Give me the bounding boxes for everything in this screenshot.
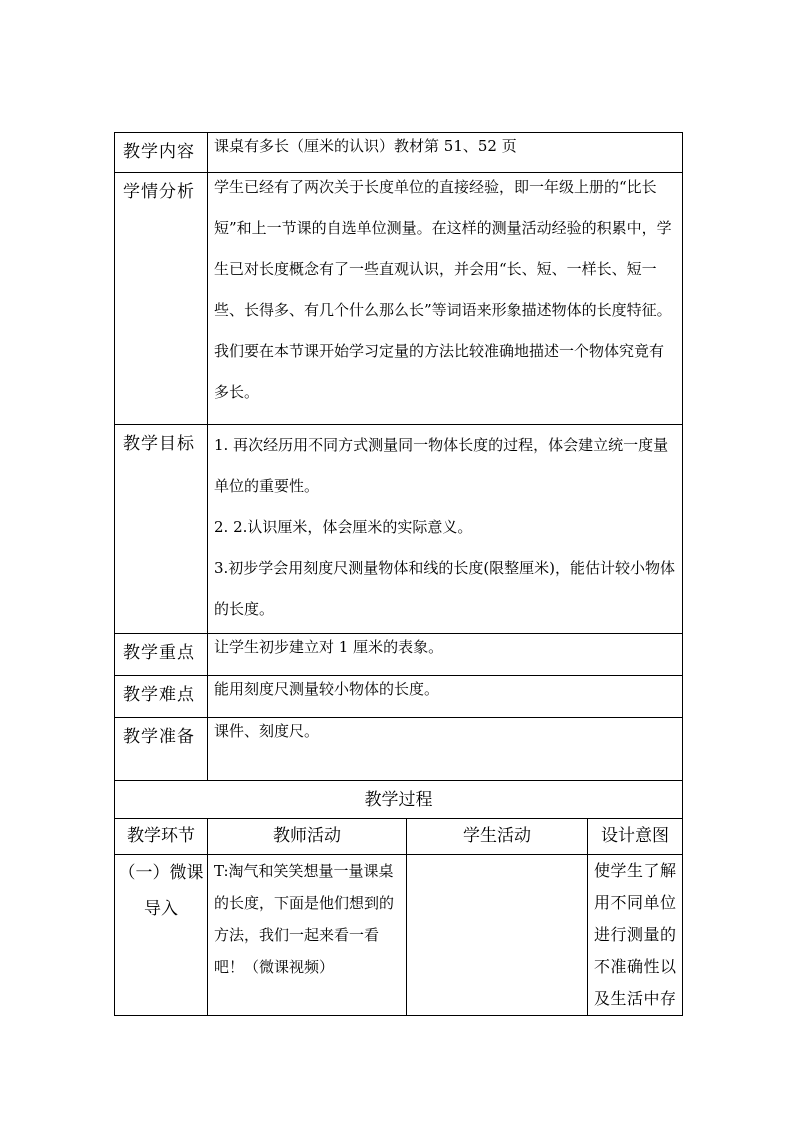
difficulty-row bbox=[115, 676, 683, 718]
analysis-value bbox=[208, 173, 683, 425]
difficulty-value: 能用刻度尺测量较小物体的长度。 bbox=[208, 676, 683, 718]
header-teacher: 教师活动 bbox=[208, 819, 407, 855]
process-title: 教学过程 bbox=[115, 781, 683, 819]
analysis-row bbox=[115, 173, 683, 425]
goal-item-2: 2. 2.认识厘米，体会厘米的实际意义。 bbox=[214, 518, 473, 536]
analysis-label: 学情分析 bbox=[115, 173, 208, 425]
goals-label: 教学目标 bbox=[115, 425, 208, 634]
process-teacher-activity: T:淘气和笑笑想量一量课桌的长度，下面是他们想到的方法，我们一起来看一看吧！（微课视频） bbox=[208, 855, 407, 1016]
content-value: 课桌有多长（厘米的认识）教材第 51、52 页 bbox=[208, 133, 683, 173]
preparation-row bbox=[115, 718, 683, 781]
process-design-intent: 使学生了解用不同单位进行测量的不准确性以及生活中存 bbox=[588, 855, 683, 1016]
difficulty-label: 教学难点 bbox=[115, 676, 208, 718]
key-point-row bbox=[115, 634, 683, 676]
preparation-value: 课件、刻度尺。 bbox=[208, 718, 683, 781]
lesson-plan-table bbox=[114, 132, 683, 1016]
process-header-row bbox=[115, 819, 683, 855]
process-student-activity bbox=[407, 855, 588, 1016]
key-point-value: 让学生初步建立对 1 厘米的表象。 bbox=[208, 634, 683, 676]
goals-row bbox=[115, 425, 683, 634]
goal-item-3: 3.初步学会用刻度尺测量物体和线的长度(限整厘米)，能估计较小物体的长度。 bbox=[214, 559, 676, 618]
preparation-label: 教学准备 bbox=[115, 718, 208, 781]
header-stage: 教学环节 bbox=[115, 819, 208, 855]
analysis-text: 学生已经有了两次关于长度单位的直接经验，即一年级上册的“比长短”和上一节课的自选单位测量。在这样的测量活动经验的积累中，学生已对长度概念有了一些直观认识，并会用“长、短、一样长、短一些、长得多、有几个什么那么长”等词语来形象描述物体的长度特征。我们要在本节课开始学习定量的方法比较准确地描述一个物体究竟有多长。 bbox=[214, 178, 672, 401]
process-stage: （一）微课导入 bbox=[115, 855, 208, 1016]
goals-list bbox=[208, 425, 683, 634]
key-point-label: 教学重点 bbox=[115, 634, 208, 676]
header-student: 学生活动 bbox=[407, 819, 588, 855]
goal-item-1: 1. 再次经历用不同方式测量同一物体长度的过程，体会建立统一度量单位的重要性。 bbox=[214, 436, 669, 495]
header-intent: 设计意图 bbox=[588, 819, 683, 855]
content-label: 教学内容 bbox=[115, 133, 208, 173]
process-row bbox=[115, 855, 683, 1016]
process-title-row bbox=[115, 781, 683, 819]
